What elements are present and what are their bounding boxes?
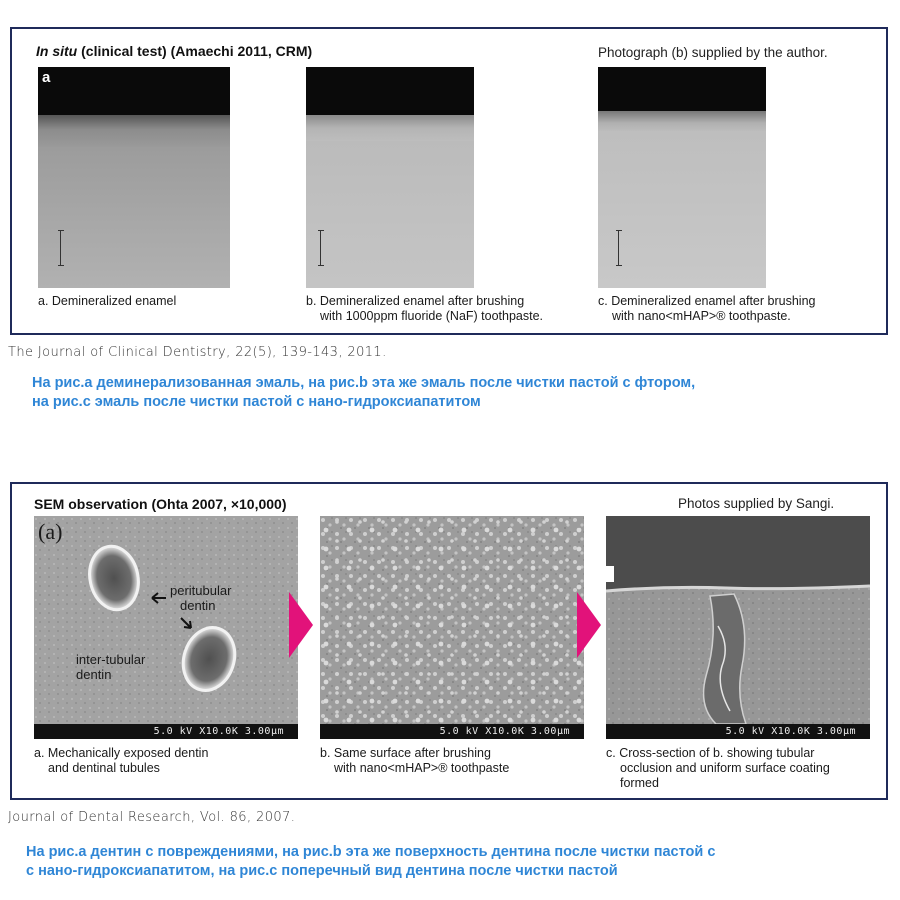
arrow-right-icon — [577, 592, 601, 658]
panel-title: SEM observation (Ohta 2007, ×10,000) — [34, 496, 287, 512]
photo-credit: Photos supplied by Sangi. — [678, 496, 835, 511]
coated-surface — [320, 516, 584, 724]
enamel-micrograph-b — [306, 67, 474, 288]
caption-c: c. Demineralized enamel after brushing with nano<mHAP>® toothpaste. — [598, 294, 816, 323]
title-italic: In situ — [36, 43, 78, 59]
scale-bar — [58, 230, 64, 266]
caption-b: b. Demineralized enamel after brushing with 1000ppm fluoride (NaF) toothpaste. — [306, 294, 544, 323]
title-rest: (clinical test) (Amaechi 2011, CRM) — [77, 43, 313, 59]
russian-description: На рис.a деминерализованная эмаль, на рис.b эта же эмаль после чистки пастой с фтором, на рис.c эмаль после чистки пастой с нано-гидроксиапатитом — [32, 375, 696, 410]
arrow-right-icon — [289, 592, 313, 658]
sem-image-c — [606, 516, 870, 739]
sem-info-bar: 5.0 kV X10.0K 3.00µm — [320, 724, 584, 739]
cross-section — [606, 516, 870, 724]
caption-a: a. Demineralized enamel — [38, 294, 177, 308]
image-letter-a: (a) — [38, 519, 63, 544]
caption-c: c. Cross-section of b. showing tubular occlusion and uniform surface coating formed — [606, 746, 830, 790]
photo-credit: Photograph (b) supplied by the author. — [598, 45, 828, 60]
scale-bar — [318, 230, 324, 266]
image-letter-a: a — [42, 69, 51, 86]
scale-bar — [616, 230, 622, 266]
caption-a: a. Mechanically exposed dentin and dentinal tubules — [34, 746, 209, 775]
panel-title — [36, 43, 312, 59]
source-citation: The Journal of Clinical Dentistry, 22(5), 139-143, 2011. — [8, 345, 387, 360]
russian-description: На рис.a дентин с повреждениями, на рис.b эта же поверхность дентина после чистки пастой с с нано-гидроксиапатитом, на рис.c поперечный вид дентина после чистки пастой — [26, 844, 716, 879]
sem-info-bar: 5.0 kV X10.0K 3.00µm — [34, 724, 298, 739]
sem-info-bar: 5.0 kV X10.0K 3.00µm — [606, 724, 870, 739]
intertubular-label-1: inter-tubular — [76, 652, 146, 667]
intertubular-label-2: dentin — [76, 667, 112, 682]
sem-image-b — [320, 516, 584, 739]
enamel-micrograph-a — [38, 67, 230, 288]
enamel-micrograph-c — [598, 67, 766, 288]
enamel-figure-panel — [10, 27, 888, 335]
sem-figure-panel — [10, 482, 888, 800]
sem-image-a — [34, 516, 298, 739]
peritubular-label-2: dentin — [180, 598, 216, 613]
source-citation: Journal of Dental Research, Vol. 86, 2007. — [8, 810, 296, 825]
caption-b: b. Same surface after brushing with nano<mHAP>® toothpaste — [320, 746, 510, 775]
peritubular-label-1: peritubular — [170, 583, 232, 598]
dentin-surface — [34, 516, 298, 724]
